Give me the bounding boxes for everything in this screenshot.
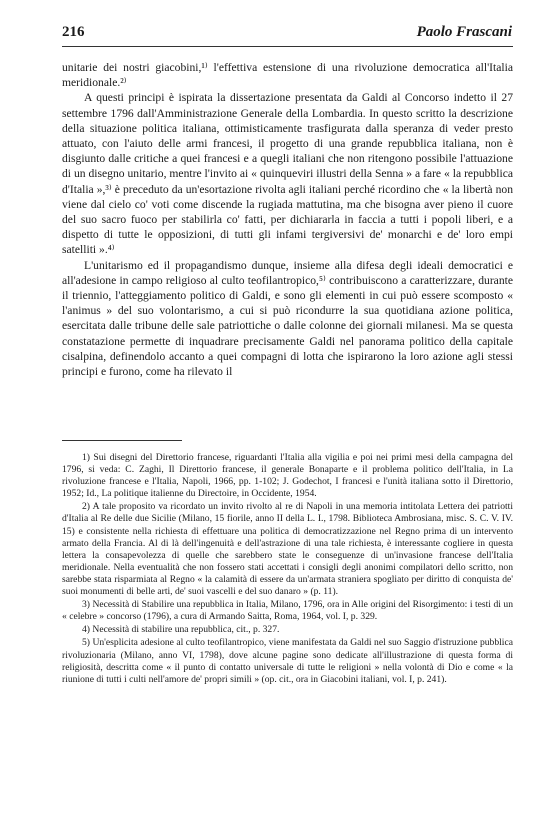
footnote-1: 1) Sui disegni del Direttorio francese, riguardanti l'Italia alla vigilia e poi nei primi mesi della campagna del 1796, si veda: C. Zaghi, Il Direttorio francese, il generale Bonaparte e il problema politico dell'Italia, in La rivoluzione francese e l'Italia, Napoli, 1966, pp. 1-102; J. Godechot, I francesi e l'unità italiana sotto il Direttorio, 1952; Id., La politique italienne du Directoire, in Occidente, 1954.	[62, 452, 513, 500]
footnote-3: 3) Necessità di Stabilire una repubblica in Italia, Milano, 1796, ora in Alle origini del Risorgimento: i testi di un « celebre » concorso (1796), a cura di Armando Saitta, Roma, 1964, vol. I, p. 329.	[62, 599, 513, 623]
page-header	[62, 24, 512, 46]
footnote-separator	[62, 440, 182, 441]
main-text	[62, 60, 513, 379]
paragraph: L'unitarismo ed il propagandismo dunque, insieme alla difesa degli ideali democratici e all'adesione in campo religioso al culto teofilantropico,⁵⁾ contribuiscono a caratterizzare, durante il triennio, l'atteggiamento politico di Galdi, e sono gli elementi in cui può essere scomposto « l'animus » del suo volontarismo, a cui si può ricondurre la sua quotidiana azione politica, esercitata dalle tribune delle sale patriottiche o dalle colonne dei giornali milanesi. Ma se questa constatazione permette di inquadrare precisamente Galdi nel panorama politico della capitale cisalpina, definendolo accanto a quei compagni di lotta che ispirarono la loro azione agli stessi principi e furono, come ha rilevato il	[62, 258, 513, 379]
footnote-5: 5) Un'esplicita adesione al culto teofilantropico, viene manifestata da Galdi nel suo Saggio d'istruzione pubblica rivoluzionaria (Milano, anno VI, 1798), dove alcune pagine sono dedicate all'illustrazione di questa forma di religiosità, descritta come « il punto di contatto universale di tutte le religioni » nella volontà di Dio e come « la riunione di tutti i culti nell'amore de' propri simili » (op. cit., ora in Giacobini italiani, vol. I, p. 241).	[62, 637, 513, 685]
header-rule	[62, 46, 513, 47]
footnote-4: 4) Necessità di stabilire una repubblica, cit., p. 327.	[82, 624, 280, 636]
running-head-author: Paolo Frascani	[416, 24, 512, 40]
page-number: 216	[62, 24, 85, 40]
footnotes	[62, 452, 513, 687]
paragraph-continued: unitarie dei nostri giacobini,¹⁾ l'effettiva estensione di una rivoluzione democratica all'Italia meridionale.²⁾	[62, 61, 513, 90]
paragraph: A questi principi è ispirata la dissertazione presentata da Galdi al Concorso indetto il 27 settembre 1796 dall'Amministrazione Generale della Lombardia. In questo scritto la descrizione della situazione politica italiana, ottimisticamente trasfigurata dalla speranza di veder presto attuato, con l'aiuto delle armi francesi, il progetto di una grande repubblica italiana, non è disgiunto dalle critiche a quei francesi e a quegli italiani che non ritengono possibile l'attuazione di un disegno unitario, mentre l'invito ai « quinqueviri illustri della Senna » a fare « la repubblica d'Italia »,³⁾ è preceduto da un'esortazione rivolta agli italiani perché ricordino che « la libertà non viene dal cielo co' voti come discende la rugiada mattutina, ma che bisogna aver pieno il cuore del suo sacro fuoco per stabilirla co' fatti, per dichiararla in faccia a tutti i popoli liberi, e a dispetto di tutte le opposizioni, di tutti gli infami tergiversivi de' monarchi e de' loro empi satelliti ».⁴⁾	[62, 91, 513, 257]
footnote-2: 2) A tale proposito va ricordato un invito rivolto al re di Napoli in una memoria intitolata Lettera dei patriotti d'Italia al Re delle due Sicilie (Milano, 15 fiorile, anno II della L. I., 1798. Biblioteca Ambrosiana, misc. S. C. V. IV. 15) e consistente nella richiesta di effettuare una politica di democratizzazione nel Regno prima di un intervento armato della Francia. Al di là dell'ingenuità e dell'astrazione di una tale richiesta, è interessante cogliere in questa lettera la consapevolezza di quelle che sarebbero state le conseguenze di un'invasione francese dell'Italia meridionale. Nella eventualità che non fossero stati accettati i consigli degli anonimi compilatori dello scritto, non sarebbe stata risparmiata al Regno « la calamità di essere da un'armata straniera spogliato per diritto di conquista de' suoi monumenti di belle arti, de' suoi vascelli e del suo danaro » (p. 11).	[62, 501, 513, 598]
